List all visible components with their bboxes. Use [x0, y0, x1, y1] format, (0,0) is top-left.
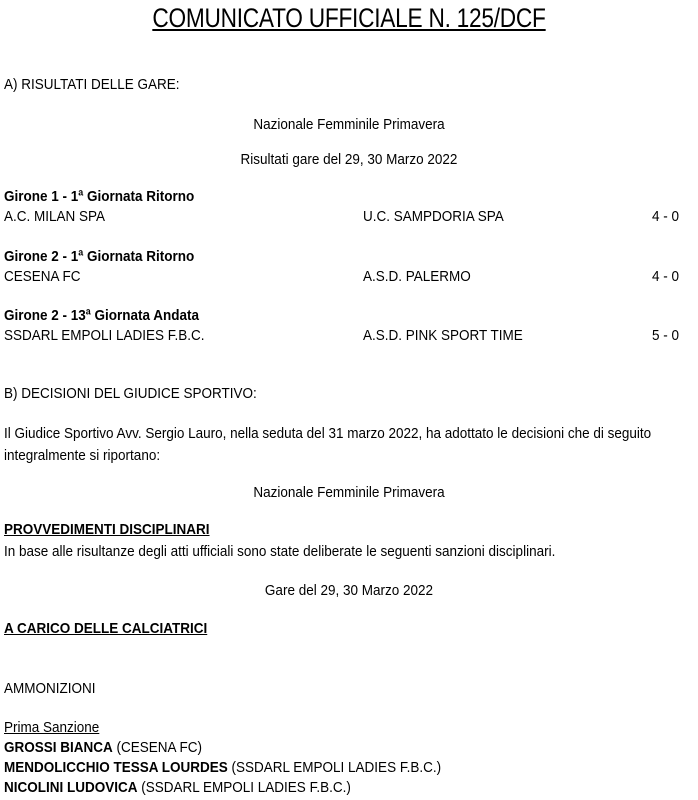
provvedimenti-text: In base alle risultanze degli atti ufficiali sono state deliberate le seguenti sanzioni disciplinari. — [4, 543, 556, 560]
away-team: A.S.D. PINK SPORT TIME — [363, 327, 523, 344]
player-team: (SSDARL EMPOLI LADIES F.B.C.) — [141, 779, 351, 796]
section-a-heading: A) RISULTATI DELLE GARE: — [4, 76, 180, 93]
gare-dates: Gare del 29, 30 Marzo 2022 — [264, 582, 434, 599]
group-label: Girone 2 - 13ª Giornata Andata — [4, 307, 200, 324]
competition-name-b: Nazionale Femminile Primavera — [253, 484, 445, 501]
document-title: COMUNICATO UFFICIALE N. 125/DCF — [152, 3, 546, 33]
match-row — [0, 327, 698, 347]
match-row — [0, 208, 698, 228]
match-score: 5 - 0 — [652, 327, 680, 344]
home-team: SSDARL EMPOLI LADIES F.B.C. — [4, 327, 205, 344]
player-team: (CESENA FC) — [116, 739, 203, 756]
player-name: GROSSI BIANCA — [4, 739, 113, 756]
player-name: NICOLINI LUDOVICA — [4, 779, 138, 796]
prima-sanzione-label: Prima Sanzione — [4, 719, 100, 736]
player-entry — [4, 739, 202, 756]
player-name: MENDOLICCHIO TESSA LOURDES — [4, 759, 228, 776]
player-entry — [4, 779, 351, 796]
group-label: Girone 1 - 1ª Giornata Ritorno — [4, 188, 195, 205]
competition-name-a: Nazionale Femminile Primavera — [253, 116, 445, 133]
group-label: Girone 2 - 1ª Giornata Ritorno — [4, 248, 195, 265]
section-b-heading: B) DECISIONI DEL GIUDICE SPORTIVO: — [4, 385, 257, 402]
match-row — [0, 268, 698, 288]
carico-heading: A CARICO DELLE CALCIATRICI — [4, 620, 208, 637]
results-dates: Risultati gare del 29, 30 Marzo 2022 — [240, 151, 458, 168]
judge-intro: Il Giudice Sportivo Avv. Sergio Lauro, nella seduta del 31 marzo 2022, ha adottato le decisioni che di seguito integralmente si riportano: — [4, 425, 652, 464]
player-team: (SSDARL EMPOLI LADIES F.B.C.) — [231, 759, 442, 776]
away-team: U.C. SAMPDORIA SPA — [363, 208, 504, 225]
home-team: CESENA FC — [4, 268, 81, 285]
match-score: 4 - 0 — [652, 208, 680, 225]
player-entry — [4, 759, 441, 776]
away-team: A.S.D. PALERMO — [363, 268, 471, 285]
provvedimenti-heading: PROVVEDIMENTI DISCIPLINARI — [4, 521, 210, 538]
home-team: A.C. MILAN SPA — [4, 208, 106, 225]
ammonizioni-label: AMMONIZIONI — [4, 680, 96, 697]
match-score: 4 - 0 — [652, 268, 680, 285]
